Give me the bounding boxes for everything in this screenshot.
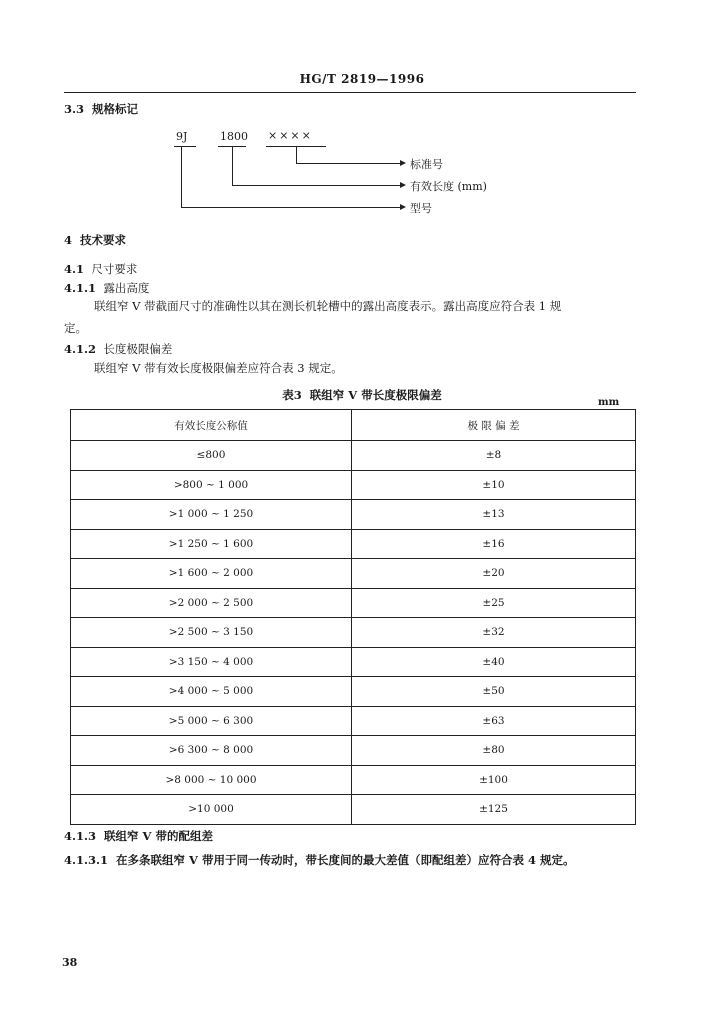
arrow-length: [400, 182, 406, 188]
section-title: 联组窄 V 带的配组差: [104, 829, 213, 843]
section-number: 4.1.3: [64, 829, 97, 843]
table-cell-deviation: ±50: [352, 677, 636, 707]
table-cell-deviation: ±100: [352, 765, 636, 795]
table-cell-length: >1 000 ~ 1 250: [71, 500, 352, 530]
table-cell-length: >5 000 ~ 6 300: [71, 706, 352, 736]
table-cell-length: >6 300 ~ 8 000: [71, 736, 352, 766]
section-number: 3.3: [64, 102, 85, 116]
section-number: 4.1.2: [64, 342, 97, 356]
leader-length-horizontal: [232, 185, 400, 186]
table-row: [71, 795, 636, 825]
section-4-1-3-heading: [64, 828, 213, 844]
section-4-1-2-body: 联组窄 V 带有效长度极限偏差应符合表 3 规定。: [94, 361, 343, 375]
table-cell-deviation: ±13: [352, 500, 636, 530]
arrow-standard: [400, 160, 406, 166]
table-row: [71, 618, 636, 648]
table-cell-deviation: ±25: [352, 588, 636, 618]
section-4-1-1-heading: [64, 280, 149, 296]
section-number: 4.1.3.1: [64, 853, 109, 867]
table-row: [71, 706, 636, 736]
table-3-unit: mm: [598, 397, 620, 408]
section-4-heading: [64, 232, 126, 248]
section-body: 在多条联组窄 V 带用于同一传动时，带长度间的最大差值（即配组差）应符合表 4 规定。: [116, 853, 575, 867]
table-cell-length: >8 000 ~ 10 000: [71, 765, 352, 795]
label-standard-number: 标准号: [410, 158, 443, 171]
section-4-1-1-body-line2: 定。: [64, 321, 87, 335]
table-cell-deviation: ±16: [352, 529, 636, 559]
leader-length-vertical: [232, 146, 233, 186]
table-3-caption: 表3 联组窄 V 带长度极限偏差: [282, 388, 442, 402]
leader-standard-horizontal: [296, 163, 400, 164]
table-cell-deviation: ±80: [352, 736, 636, 766]
table-cell-length: >3 150 ~ 4 000: [71, 647, 352, 677]
leader-standard-vertical: [296, 146, 297, 164]
section-4-1-2-heading: [64, 341, 172, 357]
leader-type-vertical: [181, 146, 182, 208]
designation-code-type: 9J: [176, 130, 188, 143]
section-title: 规格标记: [92, 102, 139, 116]
table-cell-deviation: ±63: [352, 706, 636, 736]
table-header-row: [71, 410, 636, 441]
section-number: 4: [64, 233, 73, 247]
section-title: 露出高度: [103, 281, 150, 295]
table-row: [71, 529, 636, 559]
table-row: [71, 588, 636, 618]
section-title: 长度极限偏差: [103, 342, 173, 356]
arrow-type: [400, 204, 406, 210]
table-cell-length: >10 000: [71, 795, 352, 825]
table-cell-deviation: ±40: [352, 647, 636, 677]
section-title: 尺寸要求: [91, 262, 138, 276]
table-row: [71, 736, 636, 766]
table-3: [70, 409, 636, 825]
section-number: 4.1.1: [64, 281, 97, 295]
designation-code-length: 1800: [220, 130, 248, 143]
table-cell-deviation: ±32: [352, 618, 636, 648]
section-4-1-1-body-line1: 联组窄 V 带截面尺寸的准确性以其在测长机轮槽中的露出高度表示。露出高度应符合表 1 规: [94, 299, 562, 313]
header-rule: [64, 92, 636, 93]
table-cell-length: >2 500 ~ 3 150: [71, 618, 352, 648]
table-row: [71, 559, 636, 589]
section-4-1-heading: [64, 261, 137, 277]
label-type: 型号: [410, 202, 432, 215]
table-cell-length: ≤800: [71, 441, 352, 471]
table-row: [71, 500, 636, 530]
section-title: 技术要求: [80, 233, 127, 247]
table-cell-length: >1 600 ~ 2 000: [71, 559, 352, 589]
table-row: [71, 765, 636, 795]
table-cell-deviation: ±10: [352, 470, 636, 500]
column-header-nominal-length: 有效长度公称值: [71, 410, 352, 441]
leader-type-horizontal: [181, 207, 400, 208]
page-header-title: HG/T 2819—1996: [299, 72, 425, 86]
table-cell-deviation: ±125: [352, 795, 636, 825]
section-4-1-3-1: [64, 852, 574, 868]
table-cell-length: >1 250 ~ 1 600: [71, 529, 352, 559]
page-number: 38: [62, 956, 78, 969]
table-cell-deviation: ±20: [352, 559, 636, 589]
underline-type: [174, 146, 196, 147]
table-cell-length: >4 000 ~ 5 000: [71, 677, 352, 707]
section-number: 4.1: [64, 262, 85, 276]
table-row: [71, 677, 636, 707]
table-row: [71, 470, 636, 500]
table-cell-length: >800 ~ 1 000: [71, 470, 352, 500]
column-header-limit-deviation: 极 限 偏 差: [352, 410, 636, 441]
label-effective-length: 有效长度 (mm): [410, 180, 487, 193]
designation-code-standard: ××××: [268, 129, 313, 142]
table-cell-length: >2 000 ~ 2 500: [71, 588, 352, 618]
table-cell-deviation: ±8: [352, 441, 636, 471]
section-3-3-heading: [64, 101, 138, 117]
table-row: [71, 441, 636, 471]
table-row: [71, 647, 636, 677]
